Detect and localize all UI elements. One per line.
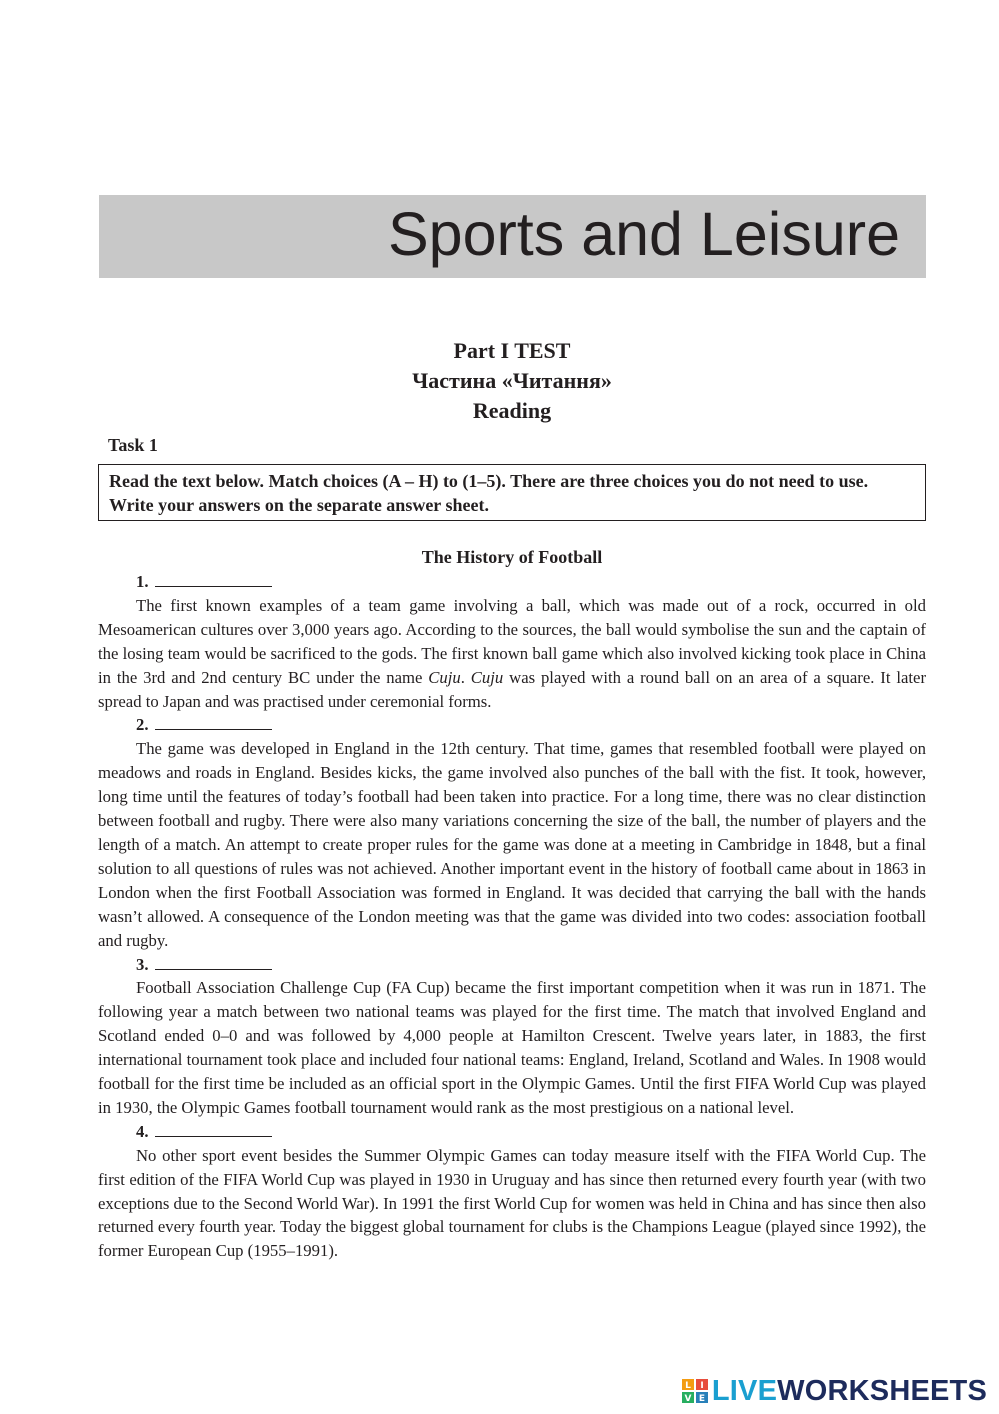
answer-blank[interactable]: [155, 571, 272, 587]
answer-blank[interactable]: [155, 954, 272, 970]
svg-text:E: E: [698, 1394, 705, 1403]
instruction-box: [98, 464, 926, 521]
section-paragraph: The first known examples of a team game involving a ball, which was made out of a rock, occurred in old Mesoamerican cultures over 3,000 years ago. According to the sources, the ball would symbolise the sun and the captain of the losing team would be sacrificed to the gods. The first known ball game which also involved kicking took place in China in the 3rd and 2nd century BC under the name Cuju. Cuju was played with a round ball on an area of a square. It later spread to Japan and was practised under ceremonial forms.: [98, 595, 927, 711]
section-paragraph: The game was developed in England in the 12th century. That time, games that resembled football were played on meadows and roads in England. Besides kicks, the game involved also punches of the ball with the fist. It took, however, long time until the features of today’s football had been taken into practice. For a long time, there was no clear distinction between football and rugby. There were also many variations concerning the size of the ball, the number of players and the length of a match. An attempt to create proper rules for the game was done at a meeting in Cambridge in 1848, but a final solution to all questions of rules was not achieved. Another important event in the history of football came about in 1863 in London when the first Football Association was formed in England. It was decided that carrying the ball with the hands wasn’t allowed. A consequence of the London meeting was that the game was divided into two codes: association football and rugby.: [98, 739, 926, 950]
section-heading: Reading: [472, 398, 552, 423]
answer-blank[interactable]: [155, 1121, 272, 1137]
liveworksheets-logo-icon: [682, 1379, 708, 1403]
section-2: [98, 713, 926, 952]
instruction-text: Read the text below. Match choices (A – H) to (1–5). There are three choices you do not need to use. Write your answers on the separate answer sheet.: [109, 471, 869, 515]
svg-text:V: V: [684, 1394, 692, 1403]
svg-text:L: L: [685, 1381, 691, 1391]
section-4: [98, 1120, 926, 1263]
article-body: [98, 570, 926, 1263]
chapter-banner: [99, 195, 926, 278]
article-title: The History of Football: [421, 547, 603, 567]
section-paragraph: Football Association Challenge Cup (FA Cup) became the first important competition when it was run in 1871. The following year a match between two national teams was played for the first time. The match that involved England and Scotland ended 0–0 and was followed by 4,000 people at Hamilton Crescent. Twelve years later, in 1883, the first international tournament took place and included four national teams: England, Ireland, Scotland and Wales. In 1908 would football for the first time be included as an official sport in the Olympic Games. Until the first FIFA World Cup was played in 1930, the Olympic Games football tournament would rank as the most prestigious on a national level.: [98, 978, 926, 1117]
section-heading-ua: Частина «Читання»: [412, 368, 612, 393]
section-3: [98, 953, 926, 1120]
svg-text:I: I: [700, 1381, 704, 1391]
part-heading: Part I TEST: [453, 338, 571, 363]
liveworksheets-logo[interactable]: [682, 1374, 987, 1408]
section-number: 3.: [136, 954, 149, 974]
section-number: 1.: [136, 572, 149, 591]
section-1: [98, 570, 926, 713]
section-number: 2.: [136, 715, 149, 735]
task-label: Task 1: [108, 435, 158, 455]
answer-blank[interactable]: [155, 714, 272, 730]
chapter-title: Sports and Leisure: [387, 200, 900, 268]
section-number: 4.: [136, 1121, 149, 1141]
logo-text: LIVEWORKSHEETS: [711, 1374, 987, 1407]
section-paragraph: No other sport event besides the Summer Olympic Games can today measure itself with the FIFA World Cup. The first edition of the FIFA World Cup was played in 1930 in Uruguay and has since then returned every fourth year (with two exceptions due to the Second World War). In 1991 the first World Cup for women was held in China and has since then also returned every fourth year. Today the biggest global tournament for clubs is the Champions League (played since 1992), the former European Cup (1955–1991).: [98, 1145, 926, 1261]
